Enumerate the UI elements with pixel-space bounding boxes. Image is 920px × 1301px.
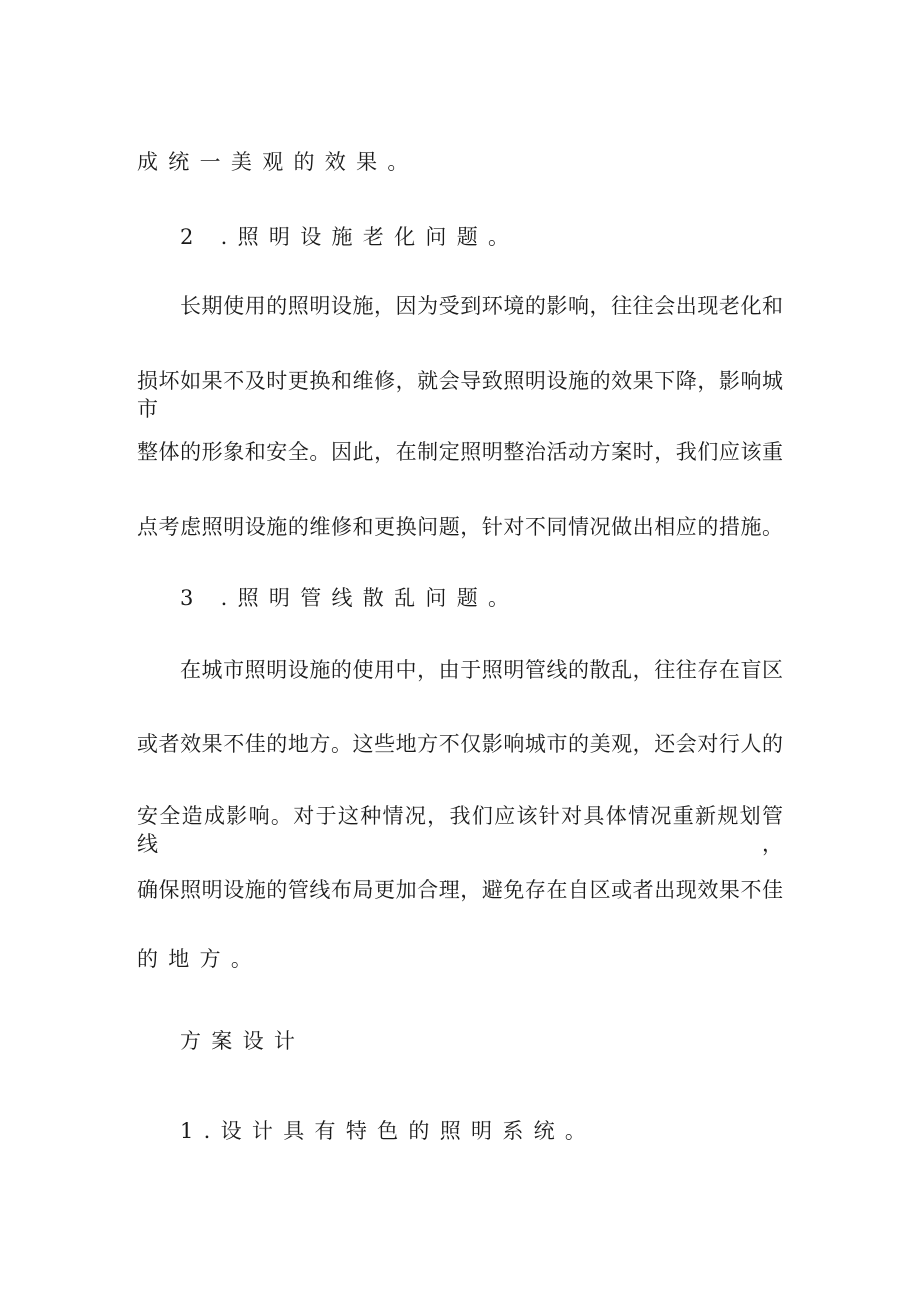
paragraph-line: 点考虑照明设施的维修和更换问题，针对不同情况做出相应的措施。 bbox=[137, 515, 783, 539]
paragraph-line: 整体的形象和安全。因此，在制定照明整治活动方案时，我们应该重 bbox=[137, 440, 783, 464]
paragraph-line: 确保照明设施的管线布局更加合理，避免存在自区或者出现效果不佳 bbox=[137, 878, 783, 902]
paragraph-line: 或者效果不佳的地方。这些地方不仅影响城市的美观，还会对行人的 bbox=[137, 732, 783, 756]
paragraph-line: 在城市照明设施的使用中，由于照明管线的散乱，往往存在盲区 bbox=[180, 658, 783, 682]
paragraph-line: 损坏如果不及时更换和维修，就会导致照明设施的效果下降，影响城市 bbox=[137, 369, 783, 421]
paragraph-line: 的地方。 bbox=[137, 947, 263, 971]
paragraph-line: 成统一美观的效果。 bbox=[137, 150, 419, 174]
paragraph-line: 长期使用的照明设施，因为受到环境的影响，往往会出现老化和 bbox=[180, 294, 783, 318]
subsection-heading-lighting-system: 1.设计具有特色的照明系统。 bbox=[180, 1119, 597, 1143]
section-heading-plan-design: 方案设计 bbox=[180, 1029, 306, 1053]
paragraph-line: 安全造成影响。对于这种情况，我们应该针对具体情况重新规划管线， bbox=[137, 804, 783, 856]
section-heading-messy-pipelines: 3 .照明管线散乱问题。 bbox=[180, 586, 520, 610]
section-heading-aging-facilities: 2 .照明设施老化问题。 bbox=[180, 225, 520, 249]
